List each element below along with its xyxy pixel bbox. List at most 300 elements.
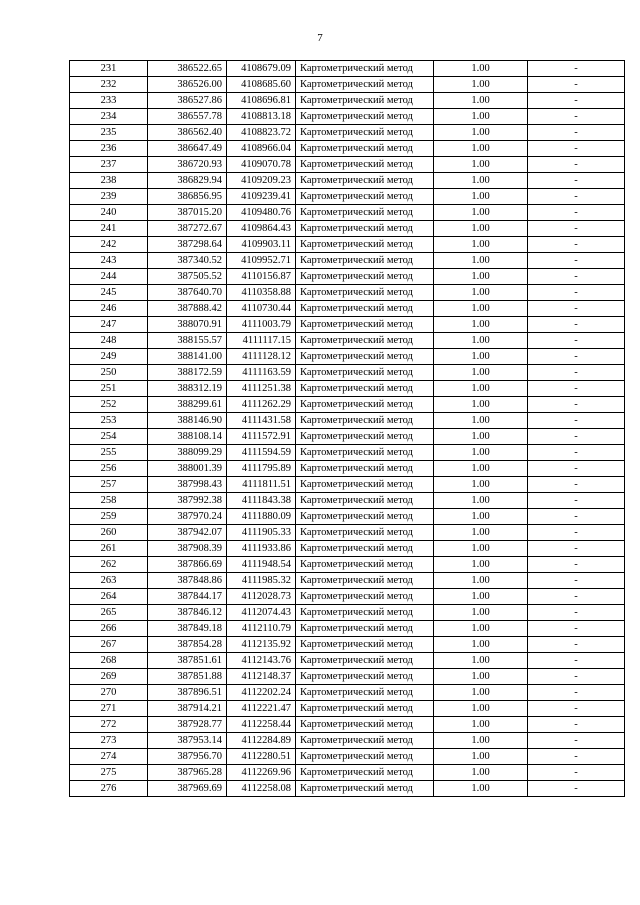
note-cell: - bbox=[528, 125, 625, 141]
table-row bbox=[70, 221, 625, 237]
x-coordinate-cell: 388099.29 bbox=[148, 445, 227, 461]
point-number-cell: 275 bbox=[70, 765, 148, 781]
note-cell: - bbox=[528, 637, 625, 653]
point-number-cell: 268 bbox=[70, 653, 148, 669]
note-cell: - bbox=[528, 301, 625, 317]
note-cell: - bbox=[528, 669, 625, 685]
y-coordinate-cell: 4112269.96 bbox=[227, 765, 296, 781]
note-cell: - bbox=[528, 717, 625, 733]
accuracy-cell: 1.00 bbox=[434, 221, 528, 237]
note-cell: - bbox=[528, 141, 625, 157]
accuracy-cell: 1.00 bbox=[434, 733, 528, 749]
note-cell: - bbox=[528, 733, 625, 749]
x-coordinate-cell: 387015.20 bbox=[148, 205, 227, 221]
y-coordinate-cell: 4111163.59 bbox=[227, 365, 296, 381]
y-coordinate-cell: 4111880.09 bbox=[227, 509, 296, 525]
point-number-cell: 242 bbox=[70, 237, 148, 253]
y-coordinate-cell: 4111843.38 bbox=[227, 493, 296, 509]
note-cell: - bbox=[528, 93, 625, 109]
point-number-cell: 237 bbox=[70, 157, 148, 173]
method-cell: Картометрический метод bbox=[296, 141, 434, 157]
y-coordinate-cell: 4108696.81 bbox=[227, 93, 296, 109]
accuracy-cell: 1.00 bbox=[434, 317, 528, 333]
x-coordinate-cell: 387970.24 bbox=[148, 509, 227, 525]
note-cell: - bbox=[528, 589, 625, 605]
y-coordinate-cell: 4112258.08 bbox=[227, 781, 296, 797]
method-cell: Картометрический метод bbox=[296, 573, 434, 589]
note-cell: - bbox=[528, 685, 625, 701]
table-row bbox=[70, 93, 625, 109]
table-row bbox=[70, 333, 625, 349]
y-coordinate-cell: 4109903.11 bbox=[227, 237, 296, 253]
method-cell: Картометрический метод bbox=[296, 253, 434, 269]
x-coordinate-cell: 387848.86 bbox=[148, 573, 227, 589]
y-coordinate-cell: 4111811.51 bbox=[227, 477, 296, 493]
method-cell: Картометрический метод bbox=[296, 285, 434, 301]
method-cell: Картометрический метод bbox=[296, 461, 434, 477]
y-coordinate-cell: 4112135.92 bbox=[227, 637, 296, 653]
note-cell: - bbox=[528, 237, 625, 253]
point-number-cell: 238 bbox=[70, 173, 148, 189]
accuracy-cell: 1.00 bbox=[434, 701, 528, 717]
table-row bbox=[70, 541, 625, 557]
table-row bbox=[70, 733, 625, 749]
accuracy-cell: 1.00 bbox=[434, 589, 528, 605]
x-coordinate-cell: 388299.61 bbox=[148, 397, 227, 413]
x-coordinate-cell: 387969.69 bbox=[148, 781, 227, 797]
point-number-cell: 252 bbox=[70, 397, 148, 413]
table-row bbox=[70, 445, 625, 461]
method-cell: Картометрический метод bbox=[296, 349, 434, 365]
page-number: 7 bbox=[317, 32, 323, 44]
x-coordinate-cell: 387640.70 bbox=[148, 285, 227, 301]
note-cell: - bbox=[528, 781, 625, 797]
x-coordinate-cell: 388155.57 bbox=[148, 333, 227, 349]
accuracy-cell: 1.00 bbox=[434, 333, 528, 349]
point-number-cell: 233 bbox=[70, 93, 148, 109]
point-number-cell: 249 bbox=[70, 349, 148, 365]
table-row bbox=[70, 429, 625, 445]
accuracy-cell: 1.00 bbox=[434, 621, 528, 637]
accuracy-cell: 1.00 bbox=[434, 669, 528, 685]
table-row bbox=[70, 669, 625, 685]
note-cell: - bbox=[528, 413, 625, 429]
accuracy-cell: 1.00 bbox=[434, 493, 528, 509]
table-row bbox=[70, 525, 625, 541]
method-cell: Картометрический метод bbox=[296, 173, 434, 189]
x-coordinate-cell: 387846.12 bbox=[148, 605, 227, 621]
method-cell: Картометрический метод bbox=[296, 477, 434, 493]
point-number-cell: 270 bbox=[70, 685, 148, 701]
y-coordinate-cell: 4112284.89 bbox=[227, 733, 296, 749]
y-coordinate-cell: 4112074.43 bbox=[227, 605, 296, 621]
accuracy-cell: 1.00 bbox=[434, 141, 528, 157]
point-number-cell: 239 bbox=[70, 189, 148, 205]
note-cell: - bbox=[528, 189, 625, 205]
x-coordinate-cell: 387896.51 bbox=[148, 685, 227, 701]
accuracy-cell: 1.00 bbox=[434, 781, 528, 797]
note-cell: - bbox=[528, 765, 625, 781]
note-cell: - bbox=[528, 61, 625, 77]
point-number-cell: 232 bbox=[70, 77, 148, 93]
method-cell: Картометрический метод bbox=[296, 685, 434, 701]
y-coordinate-cell: 4112148.37 bbox=[227, 669, 296, 685]
y-coordinate-cell: 4109864.43 bbox=[227, 221, 296, 237]
coordinates-table bbox=[69, 60, 625, 797]
method-cell: Картометрический метод bbox=[296, 125, 434, 141]
method-cell: Картометрический метод bbox=[296, 637, 434, 653]
x-coordinate-cell: 386527.86 bbox=[148, 93, 227, 109]
note-cell: - bbox=[528, 749, 625, 765]
method-cell: Картометрический метод bbox=[296, 445, 434, 461]
method-cell: Картометрический метод bbox=[296, 269, 434, 285]
accuracy-cell: 1.00 bbox=[434, 61, 528, 77]
accuracy-cell: 1.00 bbox=[434, 445, 528, 461]
note-cell: - bbox=[528, 621, 625, 637]
x-coordinate-cell: 386526.00 bbox=[148, 77, 227, 93]
x-coordinate-cell: 387914.21 bbox=[148, 701, 227, 717]
method-cell: Картометрический метод bbox=[296, 621, 434, 637]
y-coordinate-cell: 4109952.71 bbox=[227, 253, 296, 269]
y-coordinate-cell: 4111795.89 bbox=[227, 461, 296, 477]
note-cell: - bbox=[528, 349, 625, 365]
table-row bbox=[70, 141, 625, 157]
table-row bbox=[70, 189, 625, 205]
y-coordinate-cell: 4111431.58 bbox=[227, 413, 296, 429]
table-row bbox=[70, 413, 625, 429]
note-cell: - bbox=[528, 317, 625, 333]
table-row bbox=[70, 173, 625, 189]
x-coordinate-cell: 387928.77 bbox=[148, 717, 227, 733]
x-coordinate-cell: 387851.88 bbox=[148, 669, 227, 685]
note-cell: - bbox=[528, 109, 625, 125]
point-number-cell: 259 bbox=[70, 509, 148, 525]
method-cell: Картометрический метод bbox=[296, 749, 434, 765]
x-coordinate-cell: 387340.52 bbox=[148, 253, 227, 269]
point-number-cell: 272 bbox=[70, 717, 148, 733]
x-coordinate-cell: 386562.40 bbox=[148, 125, 227, 141]
point-number-cell: 234 bbox=[70, 109, 148, 125]
x-coordinate-cell: 387854.28 bbox=[148, 637, 227, 653]
table-row bbox=[70, 397, 625, 413]
y-coordinate-cell: 4111262.29 bbox=[227, 397, 296, 413]
note-cell: - bbox=[528, 573, 625, 589]
table-row bbox=[70, 349, 625, 365]
x-coordinate-cell: 387908.39 bbox=[148, 541, 227, 557]
accuracy-cell: 1.00 bbox=[434, 461, 528, 477]
accuracy-cell: 1.00 bbox=[434, 173, 528, 189]
accuracy-cell: 1.00 bbox=[434, 573, 528, 589]
note-cell: - bbox=[528, 269, 625, 285]
note-cell: - bbox=[528, 557, 625, 573]
note-cell: - bbox=[528, 253, 625, 269]
point-number-cell: 260 bbox=[70, 525, 148, 541]
table-row bbox=[70, 637, 625, 653]
accuracy-cell: 1.00 bbox=[434, 637, 528, 653]
note-cell: - bbox=[528, 493, 625, 509]
note-cell: - bbox=[528, 205, 625, 221]
point-number-cell: 250 bbox=[70, 365, 148, 381]
y-coordinate-cell: 4108966.04 bbox=[227, 141, 296, 157]
point-number-cell: 241 bbox=[70, 221, 148, 237]
method-cell: Картометрический метод bbox=[296, 733, 434, 749]
accuracy-cell: 1.00 bbox=[434, 285, 528, 301]
accuracy-cell: 1.00 bbox=[434, 253, 528, 269]
point-number-cell: 255 bbox=[70, 445, 148, 461]
table-row bbox=[70, 765, 625, 781]
point-number-cell: 243 bbox=[70, 253, 148, 269]
method-cell: Картометрический метод bbox=[296, 653, 434, 669]
accuracy-cell: 1.00 bbox=[434, 413, 528, 429]
y-coordinate-cell: 4111003.79 bbox=[227, 317, 296, 333]
table-body bbox=[70, 61, 625, 797]
table-row bbox=[70, 109, 625, 125]
point-number-cell: 254 bbox=[70, 429, 148, 445]
method-cell: Картометрический метод bbox=[296, 61, 434, 77]
method-cell: Картометрический метод bbox=[296, 589, 434, 605]
method-cell: Картометрический метод bbox=[296, 221, 434, 237]
note-cell: - bbox=[528, 221, 625, 237]
accuracy-cell: 1.00 bbox=[434, 93, 528, 109]
x-coordinate-cell: 388070.91 bbox=[148, 317, 227, 333]
table-row bbox=[70, 653, 625, 669]
method-cell: Картометрический метод bbox=[296, 77, 434, 93]
table-row bbox=[70, 365, 625, 381]
note-cell: - bbox=[528, 461, 625, 477]
method-cell: Картометрический метод bbox=[296, 765, 434, 781]
y-coordinate-cell: 4109480.76 bbox=[227, 205, 296, 221]
method-cell: Картометрический метод bbox=[296, 525, 434, 541]
method-cell: Картометрический метод bbox=[296, 429, 434, 445]
method-cell: Картометрический метод bbox=[296, 413, 434, 429]
table-row bbox=[70, 557, 625, 573]
note-cell: - bbox=[528, 429, 625, 445]
x-coordinate-cell: 387942.07 bbox=[148, 525, 227, 541]
x-coordinate-cell: 386856.95 bbox=[148, 189, 227, 205]
method-cell: Картометрический метод bbox=[296, 237, 434, 253]
x-coordinate-cell: 387298.64 bbox=[148, 237, 227, 253]
x-coordinate-cell: 387272.67 bbox=[148, 221, 227, 237]
table-row bbox=[70, 477, 625, 493]
note-cell: - bbox=[528, 77, 625, 93]
point-number-cell: 269 bbox=[70, 669, 148, 685]
x-coordinate-cell: 386647.49 bbox=[148, 141, 227, 157]
table-row bbox=[70, 781, 625, 797]
y-coordinate-cell: 4111128.12 bbox=[227, 349, 296, 365]
accuracy-cell: 1.00 bbox=[434, 717, 528, 733]
y-coordinate-cell: 4109209.23 bbox=[227, 173, 296, 189]
note-cell: - bbox=[528, 333, 625, 349]
x-coordinate-cell: 386720.93 bbox=[148, 157, 227, 173]
x-coordinate-cell: 388146.90 bbox=[148, 413, 227, 429]
accuracy-cell: 1.00 bbox=[434, 301, 528, 317]
x-coordinate-cell: 387888.42 bbox=[148, 301, 227, 317]
accuracy-cell: 1.00 bbox=[434, 109, 528, 125]
table-row bbox=[70, 381, 625, 397]
y-coordinate-cell: 4112143.76 bbox=[227, 653, 296, 669]
point-number-cell: 247 bbox=[70, 317, 148, 333]
x-coordinate-cell: 388172.59 bbox=[148, 365, 227, 381]
accuracy-cell: 1.00 bbox=[434, 397, 528, 413]
y-coordinate-cell: 4111948.54 bbox=[227, 557, 296, 573]
accuracy-cell: 1.00 bbox=[434, 509, 528, 525]
note-cell: - bbox=[528, 285, 625, 301]
accuracy-cell: 1.00 bbox=[434, 205, 528, 221]
y-coordinate-cell: 4111117.15 bbox=[227, 333, 296, 349]
note-cell: - bbox=[528, 445, 625, 461]
point-number-cell: 274 bbox=[70, 749, 148, 765]
x-coordinate-cell: 387953.14 bbox=[148, 733, 227, 749]
method-cell: Картометрический метод bbox=[296, 717, 434, 733]
y-coordinate-cell: 4110730.44 bbox=[227, 301, 296, 317]
x-coordinate-cell: 387992.38 bbox=[148, 493, 227, 509]
method-cell: Картометрический метод bbox=[296, 397, 434, 413]
x-coordinate-cell: 387851.61 bbox=[148, 653, 227, 669]
y-coordinate-cell: 4108685.60 bbox=[227, 77, 296, 93]
point-number-cell: 248 bbox=[70, 333, 148, 349]
point-number-cell: 263 bbox=[70, 573, 148, 589]
accuracy-cell: 1.00 bbox=[434, 541, 528, 557]
table-row bbox=[70, 205, 625, 221]
point-number-cell: 258 bbox=[70, 493, 148, 509]
y-coordinate-cell: 4112221.47 bbox=[227, 701, 296, 717]
table-row bbox=[70, 749, 625, 765]
table-row bbox=[70, 285, 625, 301]
table-row bbox=[70, 461, 625, 477]
table-row bbox=[70, 317, 625, 333]
method-cell: Картометрический метод bbox=[296, 381, 434, 397]
y-coordinate-cell: 4112258.44 bbox=[227, 717, 296, 733]
x-coordinate-cell: 388141.00 bbox=[148, 349, 227, 365]
accuracy-cell: 1.00 bbox=[434, 557, 528, 573]
point-number-cell: 246 bbox=[70, 301, 148, 317]
y-coordinate-cell: 4112110.79 bbox=[227, 621, 296, 637]
x-coordinate-cell: 388108.14 bbox=[148, 429, 227, 445]
accuracy-cell: 1.00 bbox=[434, 125, 528, 141]
table-row bbox=[70, 253, 625, 269]
y-coordinate-cell: 4111594.59 bbox=[227, 445, 296, 461]
method-cell: Картометрический метод bbox=[296, 157, 434, 173]
y-coordinate-cell: 4108813.18 bbox=[227, 109, 296, 125]
accuracy-cell: 1.00 bbox=[434, 605, 528, 621]
note-cell: - bbox=[528, 525, 625, 541]
accuracy-cell: 1.00 bbox=[434, 653, 528, 669]
method-cell: Картометрический метод bbox=[296, 669, 434, 685]
table-row bbox=[70, 701, 625, 717]
y-coordinate-cell: 4108679.09 bbox=[227, 61, 296, 77]
point-number-cell: 256 bbox=[70, 461, 148, 477]
table-row bbox=[70, 589, 625, 605]
y-coordinate-cell: 4111572.91 bbox=[227, 429, 296, 445]
accuracy-cell: 1.00 bbox=[434, 237, 528, 253]
y-coordinate-cell: 4112202.24 bbox=[227, 685, 296, 701]
note-cell: - bbox=[528, 605, 625, 621]
note-cell: - bbox=[528, 541, 625, 557]
method-cell: Картометрический метод bbox=[296, 557, 434, 573]
note-cell: - bbox=[528, 381, 625, 397]
note-cell: - bbox=[528, 397, 625, 413]
table-row bbox=[70, 509, 625, 525]
table-row bbox=[70, 621, 625, 637]
y-coordinate-cell: 4111933.86 bbox=[227, 541, 296, 557]
point-number-cell: 235 bbox=[70, 125, 148, 141]
note-cell: - bbox=[528, 477, 625, 493]
x-coordinate-cell: 387866.69 bbox=[148, 557, 227, 573]
accuracy-cell: 1.00 bbox=[434, 349, 528, 365]
method-cell: Картометрический метод bbox=[296, 493, 434, 509]
point-number-cell: 257 bbox=[70, 477, 148, 493]
method-cell: Картометрический метод bbox=[296, 189, 434, 205]
point-number-cell: 253 bbox=[70, 413, 148, 429]
y-coordinate-cell: 4108823.72 bbox=[227, 125, 296, 141]
x-coordinate-cell: 388001.39 bbox=[148, 461, 227, 477]
accuracy-cell: 1.00 bbox=[434, 381, 528, 397]
y-coordinate-cell: 4109239.41 bbox=[227, 189, 296, 205]
point-number-cell: 267 bbox=[70, 637, 148, 653]
x-coordinate-cell: 388312.19 bbox=[148, 381, 227, 397]
method-cell: Картометрический метод bbox=[296, 93, 434, 109]
method-cell: Картометрический метод bbox=[296, 301, 434, 317]
accuracy-cell: 1.00 bbox=[434, 685, 528, 701]
y-coordinate-cell: 4110156.87 bbox=[227, 269, 296, 285]
point-number-cell: 276 bbox=[70, 781, 148, 797]
method-cell: Картометрический метод bbox=[296, 205, 434, 221]
table-row bbox=[70, 269, 625, 285]
point-number-cell: 271 bbox=[70, 701, 148, 717]
table-row bbox=[70, 605, 625, 621]
method-cell: Картометрический метод bbox=[296, 109, 434, 125]
x-coordinate-cell: 387505.52 bbox=[148, 269, 227, 285]
point-number-cell: 245 bbox=[70, 285, 148, 301]
method-cell: Картометрический метод bbox=[296, 701, 434, 717]
table-row bbox=[70, 717, 625, 733]
point-number-cell: 240 bbox=[70, 205, 148, 221]
x-coordinate-cell: 387998.43 bbox=[148, 477, 227, 493]
point-number-cell: 265 bbox=[70, 605, 148, 621]
y-coordinate-cell: 4110358.88 bbox=[227, 285, 296, 301]
method-cell: Картометрический метод bbox=[296, 541, 434, 557]
point-number-cell: 236 bbox=[70, 141, 148, 157]
point-number-cell: 262 bbox=[70, 557, 148, 573]
note-cell: - bbox=[528, 653, 625, 669]
x-coordinate-cell: 386522.65 bbox=[148, 61, 227, 77]
method-cell: Картометрический метод bbox=[296, 365, 434, 381]
note-cell: - bbox=[528, 509, 625, 525]
point-number-cell: 266 bbox=[70, 621, 148, 637]
accuracy-cell: 1.00 bbox=[434, 157, 528, 173]
accuracy-cell: 1.00 bbox=[434, 429, 528, 445]
accuracy-cell: 1.00 bbox=[434, 765, 528, 781]
table-row bbox=[70, 125, 625, 141]
table-row bbox=[70, 77, 625, 93]
table-row bbox=[70, 685, 625, 701]
point-number-cell: 231 bbox=[70, 61, 148, 77]
y-coordinate-cell: 4111985.32 bbox=[227, 573, 296, 589]
note-cell: - bbox=[528, 365, 625, 381]
accuracy-cell: 1.00 bbox=[434, 477, 528, 493]
table-row bbox=[70, 573, 625, 589]
point-number-cell: 264 bbox=[70, 589, 148, 605]
method-cell: Картометрический метод bbox=[296, 781, 434, 797]
accuracy-cell: 1.00 bbox=[434, 749, 528, 765]
y-coordinate-cell: 4112028.73 bbox=[227, 589, 296, 605]
y-coordinate-cell: 4111905.33 bbox=[227, 525, 296, 541]
y-coordinate-cell: 4109070.78 bbox=[227, 157, 296, 173]
point-number-cell: 273 bbox=[70, 733, 148, 749]
x-coordinate-cell: 386829.94 bbox=[148, 173, 227, 189]
x-coordinate-cell: 387849.18 bbox=[148, 621, 227, 637]
table-row bbox=[70, 237, 625, 253]
